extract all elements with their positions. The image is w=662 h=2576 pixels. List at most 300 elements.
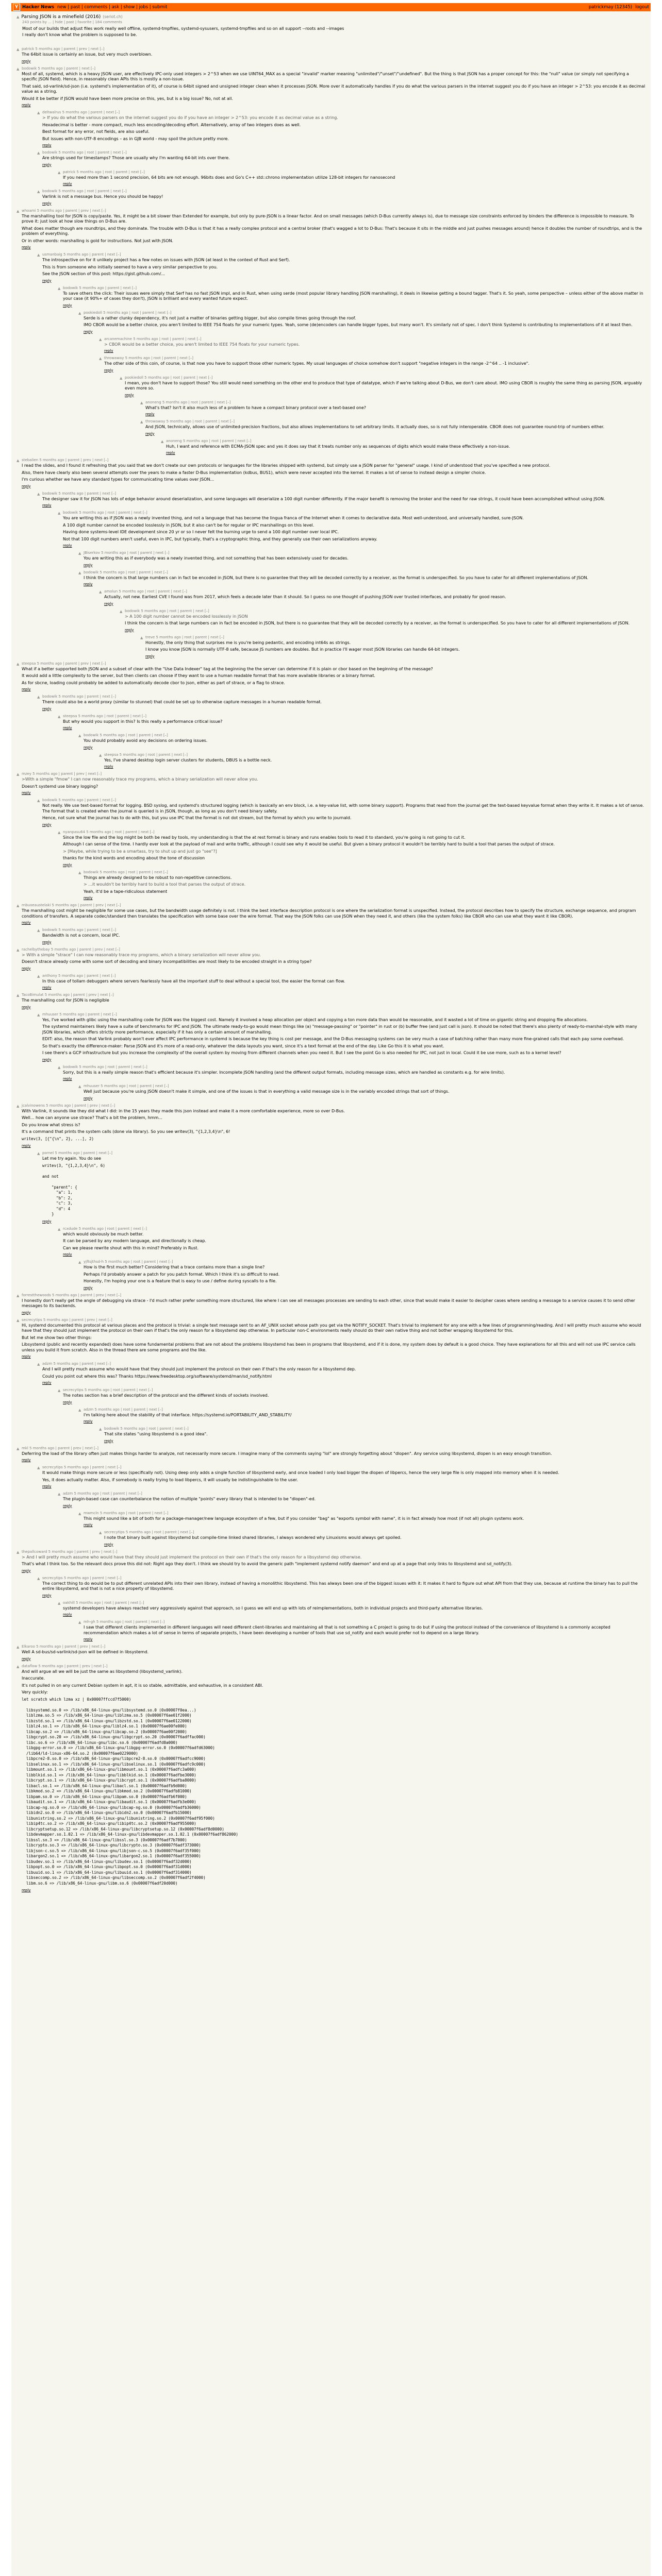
comment-paragraph: This might sound like a bit of both for a package-manager/new language ecosystem of a few, but if you consider "bag" as "exports symbol with name", it is in fact already how most (if not all) plugin systems work. xyxy=(84,1516,524,1521)
comment-upvote-icon[interactable]: ▲ xyxy=(99,337,102,342)
comment-text xyxy=(42,497,646,502)
comment-upvote-icon[interactable]: ▲ xyxy=(78,1260,81,1264)
reply-link[interactable]: reply xyxy=(84,1419,93,1423)
comment-body xyxy=(84,1511,646,1528)
reply-link[interactable]: reply xyxy=(84,329,93,334)
comment-meta[interactable]: bodowik 5 months ago | root | parent | next [–] xyxy=(84,570,168,574)
comment-upvote-icon[interactable]: ▲ xyxy=(16,47,20,52)
comment-upvote-icon[interactable]: ▲ xyxy=(16,209,20,213)
reply-link[interactable]: reply xyxy=(42,822,52,827)
comment-meta[interactable]: bodowik 5 months ago | root | parent | next [–] xyxy=(63,1064,147,1069)
comment-paragraph: Could you point out where this was? Thanks https://www.freedesktop.org/software/systemd/man/sd_notify.html xyxy=(42,1374,272,1379)
reply-link[interactable]: reply xyxy=(22,1458,31,1462)
reply-link[interactable]: reply xyxy=(104,601,113,606)
comment-meta[interactable]: stebalien 5 months ago | parent | prev | next [–] xyxy=(22,458,109,462)
comment-paragraph: As for sbcne, loading could probably be added to automatically decode cbor to json, either as part of strace, or a flag to strace. xyxy=(22,680,285,685)
comment-paragraph: Honestly, the only thing that surprises me is you're being pedantic, and encoding int64s as strings. xyxy=(145,640,351,645)
comment-body xyxy=(22,1293,646,1315)
comment-upvote-icon[interactable]: ▲ xyxy=(78,1511,81,1516)
comment-meta[interactable]: bodowik 5 months ago | parent | next [–] xyxy=(42,694,116,699)
comment-upvote-icon[interactable]: ▲ xyxy=(78,551,81,555)
comment-meta[interactable]: usmanbaig 5 months ago | parent | next [–] xyxy=(42,252,121,257)
comment-upvote-icon[interactable]: ▲ xyxy=(37,974,40,978)
comment-upvote-icon[interactable]: ▲ xyxy=(58,830,61,835)
comment-upvote-icon[interactable]: ▲ xyxy=(37,111,40,115)
comment-upvote-icon[interactable]: ▲ xyxy=(78,311,81,315)
comment-paragraph: The 64bit issue is certainly an issue, but very much overblown. xyxy=(22,52,153,57)
comment-upvote-icon[interactable]: ▲ xyxy=(37,695,40,699)
comment-paragraph: What does matter though are roundtrips, and they dominate. The trouble with D-Bus is that it has a really complex protocol and a central broker (that's wagged a lot to D-Bus: That's because it sits in the middle and just pushes messages around) hence it doubles the number of roundtrips, and is the problem of everything. xyxy=(22,226,642,236)
comment-text xyxy=(42,803,646,821)
comment-upvote-icon[interactable]: ▲ xyxy=(37,1012,40,1017)
comment xyxy=(99,356,646,372)
reply-link[interactable]: reply xyxy=(22,1144,31,1148)
comment-meta[interactable]: bodowik 5 months ago | parent | next [–] xyxy=(42,928,116,932)
comment xyxy=(58,170,646,187)
comment-upvote-icon[interactable]: ▲ xyxy=(37,190,40,194)
comment-paragraph: I'm curious whether we have any standard types for communicating time values over JSON... xyxy=(22,477,214,482)
reply-link[interactable]: reply xyxy=(42,1484,52,1488)
comment-upvote-icon[interactable]: ▲ xyxy=(16,66,20,71)
reply-link[interactable]: reply xyxy=(63,544,72,548)
comment-upvote-icon[interactable]: ▲ xyxy=(16,993,20,997)
comment-paragraph: The systemd maintainers likely have a suite of benchmarks for IPC and JSON. The ultimate ready-to-go would mean things like (a) "message-passing" or "pointer" in rust or (b) buffer free (and just call is json). It should be noted that there's also plenty of ready-to-marshal-style with many JSON libraries, which offers strictly more performance, especially if it has only a certain amount of marshalling. xyxy=(42,1024,637,1035)
comment-upvote-icon[interactable]: ▲ xyxy=(37,928,40,933)
comment-meta[interactable]: thepallcoward 5 months ago | parent | prev | next [–] xyxy=(22,1549,118,1554)
comment-upvote-icon[interactable]: ▲ xyxy=(16,947,20,952)
nav-links[interactable] xyxy=(57,5,167,10)
reply-link[interactable]: reply xyxy=(42,706,52,711)
story-title[interactable]: Parsing JSON is a minefield (2016) xyxy=(21,14,101,20)
comment-paragraph: I think the concern is that large numbers can in fact be encoded in JSON, but there is no guarantee that they will be decoded correctly by a receiver, as the format is underspecified. So you have to cater for all different implementations of JSON. xyxy=(84,575,589,580)
comment-text xyxy=(104,758,646,764)
comment xyxy=(37,1151,646,1224)
comment-body xyxy=(145,419,646,436)
comment-upvote-icon[interactable]: ▲ xyxy=(58,1065,61,1070)
comment-meta[interactable]: Elkaroo 5 months ago | parent | prev | next [–] xyxy=(22,1645,106,1649)
comment-body xyxy=(22,993,646,1009)
comment-body xyxy=(42,1576,646,1598)
reply-link[interactable]: reply xyxy=(22,921,31,925)
reply-link[interactable]: reply xyxy=(145,431,155,436)
comment-text xyxy=(63,291,646,302)
comment-meta[interactable]: mhuuser 5 months ago | parent | next [–] xyxy=(42,1012,117,1016)
hn-page xyxy=(11,3,651,2576)
comment xyxy=(16,1645,646,1661)
comment-upvote-icon[interactable]: ▲ xyxy=(37,799,40,803)
comment-paragraph: Very quickly: xyxy=(22,1690,48,1694)
comment-meta[interactable]: amolun 5 months ago | root | parent | next [–] xyxy=(104,589,187,594)
comment-meta[interactable]: secrecytips 5 months ago | parent | prev | next [–] xyxy=(22,1317,112,1322)
story-paragraph: I really don't know what the problem is supposed to be. xyxy=(22,32,137,37)
reply-link[interactable]: reply xyxy=(84,1637,93,1641)
comment-upvote-icon[interactable]: ▲ xyxy=(58,1227,61,1231)
comment-body xyxy=(42,1465,646,1488)
reply-link[interactable]: reply xyxy=(125,628,134,632)
comment-paragraph: > With a simple "strace" I can now reasonably trace my programs, which a binary serialization will never allow you. xyxy=(22,952,261,957)
comment-meta[interactable]: bodowik 5 months ago | parent | next [–] xyxy=(42,798,116,802)
comment-upvote-icon[interactable]: ▲ xyxy=(16,1104,20,1108)
comment-meta[interactable]: TacoBimulat 5 months ago | parent | prev | next [–] xyxy=(22,993,114,997)
comment-meta[interactable]: steepsa 5 months ago | parent | prev | next [–] xyxy=(22,661,106,666)
comment-paragraph: But why would you support in this? Is this really a performance critical issue? xyxy=(63,719,223,724)
comment-body xyxy=(63,286,646,308)
comment-upvote-icon[interactable]: ▲ xyxy=(37,151,40,155)
comment-body xyxy=(63,1065,646,1081)
comment-body xyxy=(42,974,646,990)
reply-link[interactable]: reply xyxy=(42,1219,52,1224)
comment-body xyxy=(42,694,646,711)
reply-link[interactable]: reply xyxy=(42,143,52,147)
comment-upvote-icon[interactable]: ▲ xyxy=(99,753,102,757)
comment-text xyxy=(84,1089,646,1095)
reply-link[interactable]: reply xyxy=(42,940,52,944)
reply-link[interactable]: reply xyxy=(63,182,72,186)
story-subtext[interactable]: 243 points by ... | hide | past | favorite | 184 comments xyxy=(22,20,122,24)
reply-link[interactable]: reply xyxy=(104,1438,113,1443)
reply-link[interactable]: reply xyxy=(104,368,113,372)
comment-meta[interactable]: secrecytips 5 months ago | root | parent | next [–] xyxy=(104,1530,194,1534)
comment xyxy=(37,1465,646,1488)
comment-paragraph: Can we please rewrite shout with this in mind? Preferably in Rust. xyxy=(63,1245,199,1250)
comment xyxy=(78,1408,646,1424)
comment-meta[interactable]: bodowik 5 months ago | parent | next [–] xyxy=(22,66,95,71)
comment-paragraph: >With a simple "fmow" I can now reasonably trace my programs, which a binary serialization will never allow you. xyxy=(22,777,258,782)
comment-body xyxy=(63,1492,646,1508)
comment-paragraph: EDIT: also, the reason that Varlink probably won't ever affect IPC performance in systemd is because the key thing is cost per message, and the D-Bus messaging systems can be very much a case of batching rather than many more fine-grained calls that each pay some overhead. xyxy=(42,1037,624,1041)
comment-meta[interactable]: mhuuser 5 months ago | root | parent | next [–] xyxy=(84,1084,169,1088)
comment xyxy=(78,570,646,587)
reply-link[interactable]: reply xyxy=(63,1400,72,1404)
comment-upvote-icon[interactable]: ▲ xyxy=(78,1084,81,1089)
comment-meta[interactable]: bodowik 5 months ago | parent | next [–] xyxy=(63,285,137,290)
comment xyxy=(99,1530,646,1547)
comment-text xyxy=(63,835,646,861)
comment-upvote-icon[interactable]: ▲ xyxy=(78,1408,81,1412)
reply-link[interactable]: reply xyxy=(22,1888,31,1892)
comment xyxy=(78,1620,646,1641)
comment-paragraph: Do you know what stress is? xyxy=(22,1122,80,1127)
nav-text[interactable]: new | past | comments | ask | show | jobs | submit xyxy=(57,5,168,10)
comment-meta[interactable]: mzey 5 months ago | parent | prev | next [–] xyxy=(22,772,102,776)
comment-text xyxy=(22,1298,646,1309)
reply-link[interactable]: reply xyxy=(84,745,93,750)
comment-meta[interactable]: pookiedoll 5 months ago | root | parent | next [–] xyxy=(84,310,172,315)
comment-upvote-icon[interactable]: ▲ xyxy=(16,1664,20,1669)
comment-meta[interactable]: oakhill 5 months ago | root | parent | next [–] xyxy=(63,1600,144,1605)
comment-meta[interactable]: forrestthewoods 5 months ago | parent | prev | next [–] xyxy=(22,1293,121,1297)
comment-upvote-icon[interactable]: ▲ xyxy=(16,1550,20,1554)
comment-upvote-icon[interactable]: ▲ xyxy=(58,1492,61,1496)
comment-paragraph: So that's exactly the difference-maker: Parse JSON and it's more of a read-only, whatever the data layouts you want, since it's a text format at the end of the day. Like Go this it is what you want. xyxy=(42,1043,444,1048)
comment-body xyxy=(42,798,646,827)
reply-link[interactable]: reply xyxy=(42,1057,52,1062)
comment-body xyxy=(84,551,646,567)
comment-meta[interactable]: nyanpasu64 5 months ago | root | parent | next [–] xyxy=(63,829,155,834)
comment-paragraph: What if a better supported both JSON and a subset of clear with the "Use Data Indexer" tag at the beginning the the server can determine if it is plain or cbor based on the beginning of the message? xyxy=(22,666,433,671)
comment-text xyxy=(84,556,646,562)
reply-link[interactable]: reply xyxy=(63,1613,72,1617)
comment-text xyxy=(42,1581,646,1592)
comment-upvote-icon[interactable]: ▲ xyxy=(37,253,40,257)
comment-meta[interactable]: pookiedoll 5 months ago | root | parent | next [–] xyxy=(125,375,213,380)
reply-link[interactable]: reply xyxy=(42,201,52,206)
comment-meta[interactable]: whoami 5 months ago | parent | prev | next [–] xyxy=(22,208,106,213)
comment-meta[interactable]: anthony 5 months ago | parent | next [–] xyxy=(42,973,116,978)
story-domain[interactable]: (seriot.ch) xyxy=(103,14,123,19)
comment-paragraph: Serde is a rather clunky dependency, it's not just a matter of binaries getting bigger, but also compile times going through the roof. xyxy=(84,315,356,320)
comment-meta[interactable]: secrecytips 5 months ago | parent | next [–] xyxy=(42,1575,122,1580)
reply-link[interactable]: reply xyxy=(84,1285,93,1290)
comment-text xyxy=(42,1156,646,1217)
reply-link[interactable]: reply xyxy=(84,1523,93,1527)
comment-meta[interactable]: rcxdude 5 months ago | root | parent | next [–] xyxy=(63,1226,147,1231)
comment xyxy=(37,150,646,167)
comment-paragraph: Yeah, it'd be a tape-ridiculous statement xyxy=(84,889,168,894)
comment-meta[interactable]: bodowik 5 months ago | root | parent | next [–] xyxy=(42,150,127,155)
comment-paragraph: I mean, you don't have to support those? You still would need something on the other end to produce that type of datatype, which if we're talking about D-Bus, we don't care about. IMO using CBOR is roughly the same thing as parsing JSON, arguably even more so. xyxy=(125,380,642,391)
logout-link[interactable]: logout xyxy=(635,5,649,10)
reply-link[interactable]: reply xyxy=(145,412,155,416)
comment-upvote-icon[interactable]: ▲ xyxy=(99,1427,102,1431)
comment-text xyxy=(104,342,646,348)
comment-upvote-icon[interactable]: ▲ xyxy=(99,590,102,594)
comment xyxy=(16,993,646,1009)
comment-paragraph: A 100 digit number cannot be encoded losslessly in JSON, but it also can't be for regular or IPC marshallings on this level. xyxy=(63,522,315,528)
comment-upvote-icon[interactable]: ▲ xyxy=(16,904,20,908)
comment-meta[interactable]: throwaway 5 months ago | root | parent | next [–] xyxy=(145,419,235,423)
comment-upvote-icon[interactable]: ▲ xyxy=(120,609,123,614)
comment-upvote-icon[interactable]: ▲ xyxy=(58,1388,61,1393)
comment-upvote-icon[interactable]: ▲ xyxy=(140,420,143,424)
comment-meta[interactable]: steepsa 5 months ago | root | parent | next [–] xyxy=(63,714,146,718)
comment-upvote-icon[interactable]: ▲ xyxy=(78,1620,81,1624)
reply-link[interactable]: reply xyxy=(63,1077,72,1081)
comment-meta[interactable]: yjftsjthsd-h 5 months ago | root | parent | next [–] xyxy=(84,1260,173,1264)
comment-meta[interactable]: adzm 5 months ago | root | parent | next [–] xyxy=(63,1492,142,1496)
reply-link[interactable]: reply xyxy=(42,162,52,167)
reply-link[interactable]: reply xyxy=(22,1354,31,1359)
reply-link[interactable]: reply xyxy=(125,393,134,397)
comment-paragraph: I note that binary built against libsystemd but compile-time linked shared libraries, I always wondered why Linuxisms would always get spoiled. xyxy=(104,1535,402,1540)
comment-upvote-icon[interactable]: ▲ xyxy=(99,1531,102,1535)
reply-link[interactable]: reply xyxy=(42,503,52,507)
comment-meta[interactable]: adzm 5 months ago | parent | next [–] xyxy=(42,1362,111,1366)
comment-meta[interactable]: treve 5 months ago | root | parent | next [–] xyxy=(145,635,224,639)
reply-link[interactable]: reply xyxy=(22,59,31,63)
comment-text xyxy=(22,953,646,965)
comment xyxy=(120,376,646,397)
comment-meta[interactable]: JBiserkov 5 months ago | root | parent | next [–] xyxy=(84,551,170,555)
reply-link[interactable]: reply xyxy=(63,1252,72,1257)
comment-text xyxy=(104,1432,646,1437)
comment-text xyxy=(63,175,646,181)
reply-link[interactable]: reply xyxy=(22,1656,31,1661)
story-text xyxy=(22,26,646,37)
user-link[interactable]: patrickmay (12345) xyxy=(588,5,633,10)
comment-paragraph: > CBOR would be a better choice, you aren't limited to IEEE 754 floats for your numeric types. xyxy=(104,342,300,347)
comment-meta[interactable]: patrick 5 months ago | root | parent | next [–] xyxy=(63,170,145,174)
comment-upvote-icon[interactable]: ▲ xyxy=(99,357,102,361)
comment-meta[interactable]: throwaway 5 months ago | root | parent | next [–] xyxy=(104,356,193,360)
comment-meta[interactable]: pornel 5 months ago | parent | next [–] xyxy=(42,1151,112,1155)
reply-link[interactable]: reply xyxy=(42,1593,52,1598)
comment-meta[interactable]: bodowik 5 months ago | root | parent | next [–] xyxy=(104,1427,189,1431)
comment-upvote-icon[interactable]: ▲ xyxy=(37,492,40,496)
comment-paragraph: Best format for any error, not fields, are also useful. xyxy=(42,129,150,134)
comment-meta[interactable]: steepsa 5 months ago | root | parent | next [–] xyxy=(104,752,188,757)
comment-text xyxy=(84,875,646,895)
comment-meta[interactable]: bodowik 5 months ago | root | parent | next [–] xyxy=(84,870,168,874)
comment-meta[interactable]: bodowik 5 months ago | root | parent | next [–] xyxy=(125,608,209,613)
comment-meta[interactable]: deltwalrus 5 months ago | parent | next [–] xyxy=(42,110,120,114)
comment-upvote-icon[interactable]: ▲ xyxy=(161,439,164,444)
comment-meta[interactable]: mkl 5 months ago | parent | prev | next [–] xyxy=(22,1446,99,1450)
comment-upvote-icon[interactable]: ▲ xyxy=(120,376,123,380)
comment-meta[interactable]: bodowik 5 months ago | root | parent | next [–] xyxy=(42,189,127,193)
comment-paragraph: To save others the click: Their issues were simply that Serf has no fast JSON impl, and in Rust, when using serde (most popular library handling JSON marshalling), it deals in likewise getting a bound tagger. That's it. So yeah, some perspective – unless either of the above matter in your case (it 90%+ of cases they don't), JSON is brilliant and every wanted future expect. xyxy=(63,291,643,301)
comment-upvote-icon[interactable]: ▲ xyxy=(37,1151,40,1156)
comment xyxy=(37,1576,646,1598)
comment-tree xyxy=(11,43,651,1896)
comment-upvote-icon[interactable]: ▲ xyxy=(58,1601,61,1605)
comment-text xyxy=(22,72,646,102)
reply-link[interactable]: reply xyxy=(22,484,31,488)
comment-body xyxy=(84,1408,646,1424)
comment-upvote-icon[interactable]: ▲ xyxy=(16,1446,20,1451)
reply-link[interactable]: reply xyxy=(104,349,113,353)
reply-link[interactable]: reply xyxy=(104,1542,113,1547)
comment-meta[interactable]: anoneng 5 months ago | root | parent | next [–] xyxy=(166,438,252,443)
comment-meta[interactable]: adzm 5 months ago | root | parent | next [–] xyxy=(84,1407,163,1412)
hn-logo[interactable]: Y xyxy=(13,4,20,11)
comment-paragraph: In this case of tollam debuggers where servers fearlessly have all the important stuff to deal without a special tool, the easier the format can flow. xyxy=(42,978,345,984)
comment-paragraph: I honestly don't really get the angle of debugging via strace - I'd much rather prefer something more structured, like where I can see all messages processes are sending to each other, since that would make it easier to decipher cases where sending a message to a service causes it to send other messages to its backends. xyxy=(22,1298,635,1308)
comment-meta[interactable]: bodowik 5 months ago | root | parent | next [–] xyxy=(63,511,147,515)
reply-link[interactable]: reply xyxy=(63,1503,72,1508)
comment-meta[interactable]: secrecytips 5 months ago | parent | next [–] xyxy=(42,1465,122,1469)
comment-meta[interactable]: mwmcln 5 months ago | root | parent | next [–] xyxy=(84,1511,169,1515)
comment-text xyxy=(42,933,646,939)
comment-body xyxy=(84,1260,646,1290)
comment-upvote-icon[interactable]: ▲ xyxy=(78,734,81,738)
reply-link[interactable]: reply xyxy=(22,966,31,971)
comment-body xyxy=(42,150,646,167)
comment-paragraph: I see there's a GCP infrastructure but you increase the complexity of the overall system by moving from different channels when you need it. But I see the point Go is also needed for IPC, not just in local. Could it be use more, such as to a kernel level? xyxy=(42,1050,561,1055)
comment-upvote-icon[interactable]: ▲ xyxy=(16,772,20,776)
comment-upvote-icon[interactable]: ▲ xyxy=(16,662,20,666)
comment-paragraph: Not really. We use text-based format for logging. BSD syslog, and systemd's structured logging (which is basically an env block, i.e. a key-value list, with some binary support). Programs that read from the journal get the text-based keyvalue format when they write it. It makes a lot of sense. The format that is created when the journal is queried is in JSON, though, as long as you don't need binary safety. xyxy=(42,803,644,814)
comment-upvote-icon[interactable]: ▲ xyxy=(16,459,20,463)
comment-paragraph: You are writing this as if JSON was a newly invented thing, and not a language that has become the lingua franca of the Internet when it comes to declarative data. Most well-understood, and universally handled, sure-JSON. xyxy=(63,516,524,520)
comment-meta[interactable]: bodowik 5 months ago | root | parent | next [–] xyxy=(84,733,168,737)
comment-body xyxy=(84,733,646,750)
comment-upvote-icon[interactable]: ▲ xyxy=(58,511,61,515)
comment-meta[interactable]: anoneng 5 months ago | root | parent | next [–] xyxy=(145,400,231,404)
comment-text xyxy=(63,1393,646,1399)
comment-paragraph: Hence, not sure what the journal has to do with this, but you use IPC that the format is not dot stream, but the format by which you write to journald. xyxy=(42,816,352,820)
comment-upvote-icon[interactable]: ▲ xyxy=(78,870,81,875)
reply-link[interactable]: reply xyxy=(22,1568,31,1573)
comment xyxy=(58,1388,646,1404)
reply-link[interactable]: reply xyxy=(63,726,72,730)
reply-link[interactable]: reply xyxy=(166,451,175,455)
comment-upvote-icon[interactable]: ▲ xyxy=(37,1466,40,1470)
comment xyxy=(99,589,646,606)
comment-paragraph: which would obviously be much better. xyxy=(63,1231,144,1236)
reply-link[interactable]: reply xyxy=(42,278,52,283)
comment-body xyxy=(104,356,646,372)
comment-upvote-icon[interactable]: ▲ xyxy=(140,635,143,640)
reply-link[interactable]: reply xyxy=(22,103,31,107)
reply-link[interactable]: reply xyxy=(22,1310,31,1315)
comment xyxy=(78,733,646,750)
comment-meta[interactable]: arcanemachine 5 months ago | root | parent | next [–] xyxy=(104,336,202,341)
comment-upvote-icon[interactable]: ▲ xyxy=(16,1645,20,1649)
comment-meta[interactable]: patrick 5 months ago | parent | prev | next [–] xyxy=(22,47,105,51)
reply-link[interactable]: reply xyxy=(22,687,31,691)
comment-text xyxy=(22,214,646,244)
site-title[interactable]: Hacker News xyxy=(22,5,55,10)
comment-meta[interactable]: rachelbythebay 5 months ago | parent | prev | next [–] xyxy=(22,947,120,952)
comment-meta[interactable]: secrecytips 5 months ago | root | parent | next [–] xyxy=(63,1388,153,1392)
comment-text xyxy=(145,640,646,653)
comment xyxy=(37,974,646,990)
reply-link[interactable]: reply xyxy=(22,245,31,249)
reply-link[interactable]: reply xyxy=(42,1381,52,1385)
comment xyxy=(37,189,646,206)
comment-body xyxy=(104,589,646,606)
reply-link[interactable]: reply xyxy=(84,896,93,900)
reply-link[interactable]: reply xyxy=(63,862,72,867)
reply-link[interactable]: reply xyxy=(63,303,72,308)
reply-link[interactable]: reply xyxy=(84,582,93,586)
comment-body xyxy=(145,635,646,658)
reply-link[interactable]: reply xyxy=(145,654,155,658)
reply-link[interactable]: reply xyxy=(84,563,93,567)
comment-meta[interactable]: dataflow 5 months ago | parent | prev | next [–] xyxy=(22,1664,108,1668)
comment-upvote-icon[interactable]: ▲ xyxy=(58,714,61,719)
comment-text xyxy=(22,1109,646,1142)
comment-text xyxy=(22,1555,646,1567)
comment xyxy=(16,947,646,971)
comment-upvote-icon[interactable]: ▲ xyxy=(16,1293,20,1298)
comment-upvote-icon[interactable]: ▲ xyxy=(78,570,81,575)
comment-upvote-icon[interactable]: ▲ xyxy=(140,400,143,405)
comment-meta[interactable]: mh-gh 5 months ago | root | parent | next [–] xyxy=(84,1620,165,1624)
reply-link[interactable]: reply xyxy=(22,791,31,795)
comment-meta[interactable]: bodowik 5 months ago | parent | next [–] xyxy=(42,491,116,496)
reply-link[interactable]: reply xyxy=(84,1096,93,1100)
comment-paragraph: Or in other words: marshalling is gold for instructions. Not just with JSON. xyxy=(22,238,174,243)
upvote-icon[interactable]: ▲ xyxy=(16,15,20,19)
reply-link[interactable]: reply xyxy=(22,1005,31,1009)
comment-paragraph: The notes section has a brief description of the protocol and the different kinds of sockets involved. xyxy=(63,1393,269,1398)
reply-link[interactable]: reply xyxy=(104,765,113,769)
comment-upvote-icon[interactable]: ▲ xyxy=(58,170,61,175)
comment-upvote-icon[interactable]: ▲ xyxy=(58,286,61,291)
comment-paragraph: That's what I think too. So the relevant docs prove this did not: Right ago they don't. I think we should try to avoid the generic path "implement systemd notify daemon" and end up at a page that only links to libsystemd and sd_notify(3). xyxy=(22,1562,512,1566)
comment-meta[interactable]: jcalvinowens 5 months ago | parent | prev | next [–] xyxy=(22,1103,115,1108)
reply-link[interactable]: reply xyxy=(42,986,52,990)
comment-upvote-icon[interactable]: ▲ xyxy=(16,1318,20,1323)
comment-meta[interactable]: rnbuoeaustelaki 5 months ago | parent | prev | next [–] xyxy=(22,903,121,907)
comment-paragraph: This is from someone who initially seemed to have a very similar perspective to you. xyxy=(42,264,218,269)
comment-paragraph: The marshalling cost might be negligible for some use cases, but the bandwidth usage definitely is not. I think the best interface description protocol is one where the serialization format is unspecified. Instead, the protocol describes how to specify the structure, exchange sequence, and program conditions of transfers. A separate codec/standard then translates the specification with some base over the wire format. That way the JSON folks can use JSON when they need it, and others (like the system folks) like CBOR who can use what they want it like CBOR). xyxy=(22,908,636,919)
comment-upvote-icon[interactable]: ▲ xyxy=(37,1576,40,1581)
comment-upvote-icon[interactable]: ▲ xyxy=(37,1362,40,1366)
comment-text xyxy=(42,258,646,277)
